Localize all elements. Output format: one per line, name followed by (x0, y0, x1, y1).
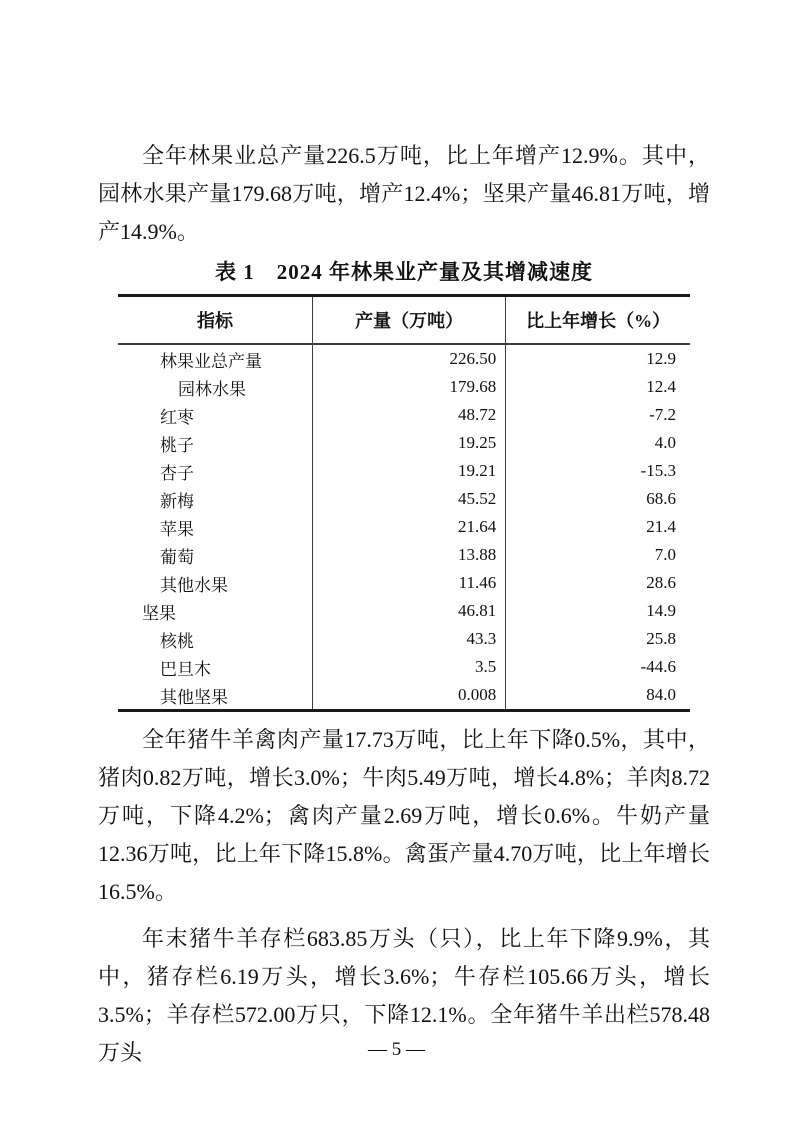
table-row (118, 681, 690, 711)
production-cell: 48.72 (312, 401, 505, 429)
growth-cell: -7.2 (506, 401, 690, 429)
production-cell: 19.21 (312, 457, 505, 485)
growth-cell: 84.0 (506, 681, 690, 711)
production-cell: 179.68 (312, 373, 505, 401)
indicator-cell: 红枣 (160, 407, 194, 427)
table-title: 表 1 2024 年林果业产量及其增减速度 (215, 260, 593, 284)
indicator-cell: 坚果 (142, 603, 176, 623)
production-cell: 45.52 (312, 485, 505, 513)
growth-cell: 12.9 (506, 344, 690, 373)
production-cell: 0.008 (312, 681, 505, 711)
column-header-production: 产量（万吨） (312, 296, 505, 345)
indicator-cell: 巴旦木 (160, 659, 211, 679)
column-header-growth: 比上年增长（%） (506, 296, 690, 345)
indicator-cell: 核桃 (160, 631, 194, 651)
production-cell: 11.46 (312, 569, 505, 597)
production-cell: 3.5 (312, 653, 505, 681)
table-row (118, 541, 690, 569)
paragraph-meat-output: 全年猪牛羊禽肉产量17.73万吨，比上年下降0.5%，其中，猪肉0.82万吨，增长3.0%；牛肉5.49万吨，增长4.8%；羊肉8.72万吨，下降4.2%；禽肉产量2.69万吨，增长0.6%。牛奶产量12.36万吨，比上年下降15.8%。禽蛋产量4.70万吨，比上年增长16.5%。 (98, 727, 710, 904)
page-number: — 5 — (368, 1039, 425, 1060)
paragraph-livestock-inventory: 年末猪牛羊存栏683.85万头（只），比上年下降9.9%，其中，猪存栏6.19万头，增长3.6%；牛存栏105.66万头，增长3.5%；羊存栏572.00万只，下降12.1%。全年猪牛羊出栏578.48万头 (98, 926, 710, 1065)
forestry-fruit-table (118, 294, 690, 712)
growth-cell: 4.0 (506, 429, 690, 457)
table-row (118, 625, 690, 653)
indicator-cell: 苹果 (160, 519, 194, 539)
production-cell: 21.64 (312, 513, 505, 541)
column-header-indicator: 指标 (118, 296, 312, 345)
table-row (118, 513, 690, 541)
paragraph-forestry-fruit: 全年林果业总产量226.5万吨，比上年增产12.9%。其中，园林水果产量179.68万吨，增产12.4%；坚果产量46.81万吨，增产14.9%。 (98, 143, 710, 244)
table-header-row (118, 296, 690, 345)
growth-cell: 68.6 (506, 485, 690, 513)
table-row (118, 597, 690, 625)
growth-cell: 14.9 (506, 597, 690, 625)
growth-cell: 21.4 (506, 513, 690, 541)
production-cell: 46.81 (312, 597, 505, 625)
indicator-cell: 桃子 (160, 435, 194, 455)
indicator-cell: 其他水果 (160, 575, 228, 595)
table-row (118, 485, 690, 513)
growth-cell: -44.6 (506, 653, 690, 681)
growth-cell: 7.0 (506, 541, 690, 569)
indicator-cell: 杏子 (160, 463, 194, 483)
growth-cell: 12.4 (506, 373, 690, 401)
growth-cell: 25.8 (506, 625, 690, 653)
production-cell: 19.25 (312, 429, 505, 457)
indicator-cell: 其他坚果 (160, 687, 228, 707)
indicator-cell: 新梅 (160, 491, 194, 511)
production-cell: 43.3 (312, 625, 505, 653)
table-row (118, 569, 690, 597)
production-cell: 226.50 (312, 344, 505, 373)
indicator-cell: 园林水果 (178, 379, 246, 399)
growth-cell: -15.3 (506, 457, 690, 485)
growth-cell: 28.6 (506, 569, 690, 597)
indicator-cell: 林果业总产量 (160, 351, 262, 371)
table-row (118, 429, 690, 457)
indicator-cell: 葡萄 (160, 547, 194, 567)
table-row (118, 344, 690, 373)
table-row (118, 457, 690, 485)
table-row (118, 401, 690, 429)
table-row (118, 373, 690, 401)
table-body (118, 344, 690, 711)
production-cell: 13.88 (312, 541, 505, 569)
table-row (118, 653, 690, 681)
